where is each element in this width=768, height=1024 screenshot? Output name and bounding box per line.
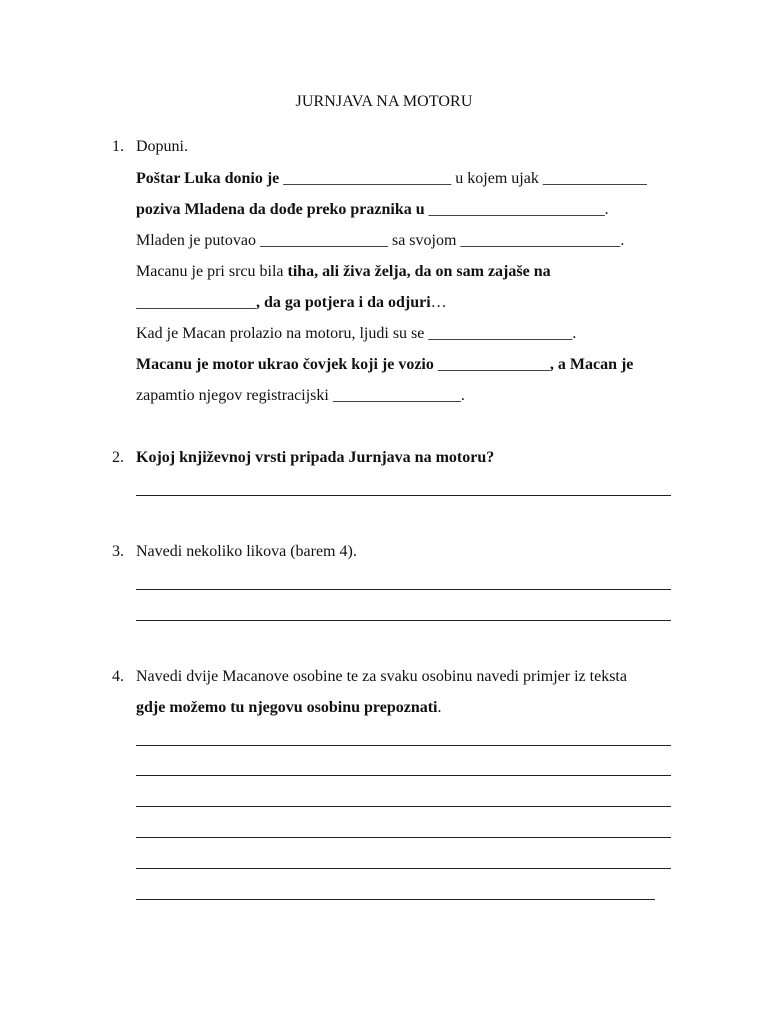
question-text: . [437,699,442,716]
question-text: Navedi nekoliko likova (barem 4). [136,543,357,560]
blank[interactable]: ______________________. [424,201,609,218]
answer-line[interactable] [136,837,671,838]
answer-line[interactable] [136,806,671,807]
answer-line[interactable] [136,495,671,496]
fill-line-3 [136,232,624,250]
fill-text: Macanu je motor ukrao čovjek koji je vozio [136,356,434,373]
answer-line[interactable] [136,620,671,621]
fill-text: Macanu je pri srcu bila [136,263,288,280]
fill-line-4 [136,263,551,281]
answer-line[interactable] [136,899,655,900]
blank[interactable]: ____________ [136,294,232,311]
question-4-prompt [112,668,627,686]
question-number: 3. [112,543,124,560]
fill-text: zapamtio njegov registracijski ________________. [136,387,465,404]
blank[interactable]: ______________ [433,356,550,373]
worksheet-title: JURNJAVA NA MOTORU [295,93,473,110]
question-number: 2. [112,449,124,466]
question-1-prompt [112,138,188,156]
question-number: 4. [112,668,124,685]
question-2-prompt [112,449,494,467]
fill-line-8 [136,387,465,405]
blank[interactable]: __ [435,170,452,187]
blank[interactable]: ___________________ [283,170,436,187]
fill-text: … [430,294,447,311]
question-3-prompt [112,543,357,561]
question-text: gdje možemo tu njegovu osobinu prepoznati [136,699,438,716]
answer-line[interactable] [136,868,671,869]
question-4-prompt-continued [136,699,442,717]
fill-text: poziva Mladena da dođe preko praznika u [136,201,425,218]
answer-line[interactable] [136,589,671,590]
fill-line-6 [136,325,576,343]
answer-line[interactable] [136,745,671,746]
fill-line-5 [136,294,447,312]
fill-text: Kad je Macan prolazio na motoru, ljudi su se __________________. [136,325,577,342]
fill-text: tiha, ali živa želja, da on sam zajaše na [287,263,551,280]
fill-line-1 [136,170,647,188]
fill-text: u kojem ujak _____________ [451,170,647,187]
fill-line-7 [136,356,633,374]
question-number: 1. [112,138,124,155]
question-text: Navedi dvije Macanove osobine te za svaku osobinu navedi primjer iz teksta [136,668,627,685]
fill-text: , a Macan je [549,356,634,373]
fill-text: Mladen je putovao ________________ sa svojom ____________________. [136,232,625,249]
fill-text: Poštar Luka donio je [136,170,284,187]
answer-line[interactable] [136,775,671,776]
blank[interactable]: ___ [232,294,256,311]
fill-text: , da ga potjera i da odjuri [256,294,431,311]
question-text: Kojoj književnoj vrsti pripada Jurnjava na motoru? [136,449,495,466]
fill-line-2 [136,201,609,219]
question-text: Dopuni. [136,138,188,155]
